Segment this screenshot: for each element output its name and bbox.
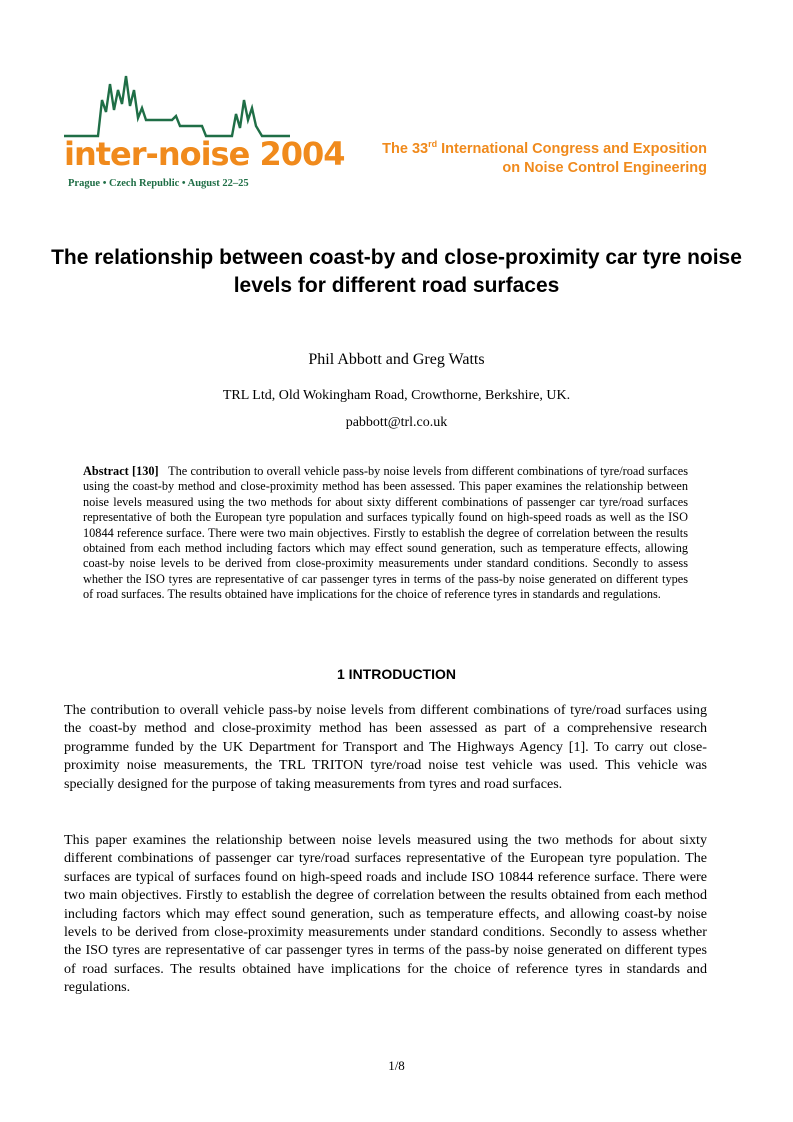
conference-logo (62, 70, 345, 195)
section-heading-introduction: 1 INTRODUCTION (337, 666, 456, 682)
author-affiliation: TRL Ltd, Old Wokingham Road, Crowthorne, Berkshire, UK. (222, 388, 571, 403)
abstract-text: The contribution to overall vehicle pass-by noise levels from different combinations of tyre/road surfaces using the coast-by method and close-proximity method has been assessed. This paper examines the relationship between noise levels measured using the two methods for about sixty different combinations of passenger car tyre/road surfaces representative of both the European tyre population and surfaces typically found on high-speed roads as well as the ISO 10844 reference surface. There were two main objectives. Firstly to establish the degree of correlation between the results obtained from each method including factors which may effect sound generation, such as temperature effects, allowing coast-by noise levels to be derived from close-proximity measurements under standard conditions. Secondly to assess whether the ISO tyres are representative of car passenger tyres in terms of the pass-by noise generated on different types of road surfaces. The results obtained have implications for the choice of reference tyres in standards and regulations. (83, 464, 688, 602)
paper-title: The relationship between coast-by and close-proximity car tyre noise levels for different road surfaces (51, 246, 742, 297)
introduction-paragraph: The contribution to overall vehicle pass-by noise levels from different combinations of tyre/road surfaces using the coast-by method and close-proximity method has been assessed as part of a comprehensive research programme funded by the UK Department for Transport and The Highways Agency [1]. To carry out close-proximity noise measurements, the TRL TRITON tyre/road noise test vehicle was used. This vehicle was specially designed for the purpose of taking measurements from tyres and road surfaces. (64, 702, 707, 792)
abstract (83, 464, 688, 603)
page-number: 1/8 (388, 1058, 405, 1073)
conference-line-2: on Noise Control Engineering (502, 160, 707, 176)
author-email: pabbott@trl.co.uk (345, 415, 448, 430)
abstract-label: Abstract [130] (83, 464, 159, 478)
conference-name (382, 140, 707, 178)
prague-skyline-icon (62, 70, 294, 195)
introduction-paragraph: This paper examines the relationship between noise levels measured using the two methods for about sixty different combinations of passenger car tyre/road surfaces representative of the European tyre population. The surfaces are typical of surfaces found on high-speed roads and include ISO 10844 reference surface. There were two main objectives. Firstly to establish the degree of correlation between the results obtained from each method including factors which may effect sound generation, such as temperature effects, and allowing coast-by noise levels to be derived from close-proximity measurements under standard conditions. Secondly to assess whether the ISO tyres are representative of car passenger tyres in terms of the pass-by noise generated on different types of road surfaces. The results obtained have implications for the choice of reference tyres in standards and regulations. (64, 832, 707, 996)
conference-line-1: The 33rd International Congress and Exposition (382, 139, 707, 157)
logo-wordmark: inter-noise 2004 (64, 135, 345, 173)
logo-subtitle: Prague • Czech Republic • August 22–25 (68, 178, 249, 189)
paper-authors: Phil Abbott and Greg Watts (308, 351, 485, 368)
